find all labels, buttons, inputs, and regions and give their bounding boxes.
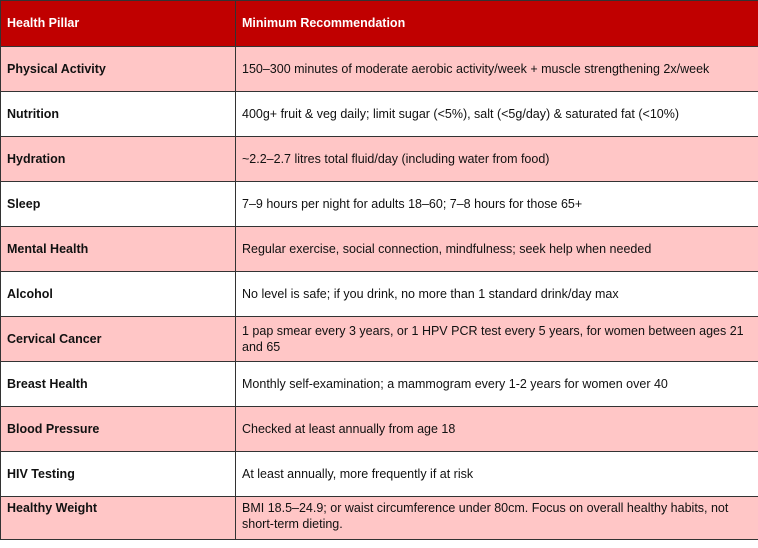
recommendation-cell: 150–300 minutes of moderate aerobic activity/week + muscle strengthening 2x/week bbox=[236, 47, 758, 92]
recommendation-cell: 1 pap smear every 3 years, or 1 HPV PCR test every 5 years, for women between ages 21 and 65 bbox=[236, 317, 758, 362]
table-row bbox=[1, 137, 758, 182]
recommendation-cell: Monthly self-examination; a mammogram every 1-2 years for women over 40 bbox=[236, 362, 758, 407]
recommendation-cell: At least annually, more frequently if at risk bbox=[236, 452, 758, 497]
pillar-cell: Mental Health bbox=[1, 227, 236, 272]
table-row bbox=[1, 317, 758, 362]
header-health-pillar: Health Pillar bbox=[1, 1, 236, 47]
pillar-cell: Sleep bbox=[1, 182, 236, 227]
pillar-cell: Alcohol bbox=[1, 272, 236, 317]
recommendation-cell: Regular exercise, social connection, mindfulness; seek help when needed bbox=[236, 227, 758, 272]
table-row bbox=[1, 227, 758, 272]
table-header-row bbox=[1, 1, 758, 47]
pillar-cell: Hydration bbox=[1, 137, 236, 182]
pillar-cell: Physical Activity bbox=[1, 47, 236, 92]
table-row bbox=[1, 362, 758, 407]
pillar-cell: Blood Pressure bbox=[1, 407, 236, 452]
table-row bbox=[1, 182, 758, 227]
table-row bbox=[1, 407, 758, 452]
recommendation-cell: 400g+ fruit & veg daily; limit sugar (<5%), salt (<5g/day) & saturated fat (<10%) bbox=[236, 92, 758, 137]
table-row bbox=[1, 452, 758, 497]
recommendation-cell: 7–9 hours per night for adults 18–60; 7–8 hours for those 65+ bbox=[236, 182, 758, 227]
recommendation-cell: ~2.2–2.7 litres total fluid/day (including water from food) bbox=[236, 137, 758, 182]
pillar-cell: Healthy Weight bbox=[1, 497, 236, 540]
pillar-cell: Cervical Cancer bbox=[1, 317, 236, 362]
recommendation-cell: Checked at least annually from age 18 bbox=[236, 407, 758, 452]
pillar-cell: HIV Testing bbox=[1, 452, 236, 497]
header-minimum-recommendation: Minimum Recommendation bbox=[236, 1, 758, 47]
table-row bbox=[1, 47, 758, 92]
pillar-cell: Breast Health bbox=[1, 362, 236, 407]
table-row bbox=[1, 497, 758, 540]
recommendation-cell: BMI 18.5–24.9; or waist circumference under 80cm. Focus on overall healthy habits, not short-term dieting. bbox=[236, 497, 758, 540]
table-row bbox=[1, 92, 758, 137]
pillar-cell: Nutrition bbox=[1, 92, 236, 137]
table-row bbox=[1, 272, 758, 317]
recommendation-cell: No level is safe; if you drink, no more than 1 standard drink/day max bbox=[236, 272, 758, 317]
